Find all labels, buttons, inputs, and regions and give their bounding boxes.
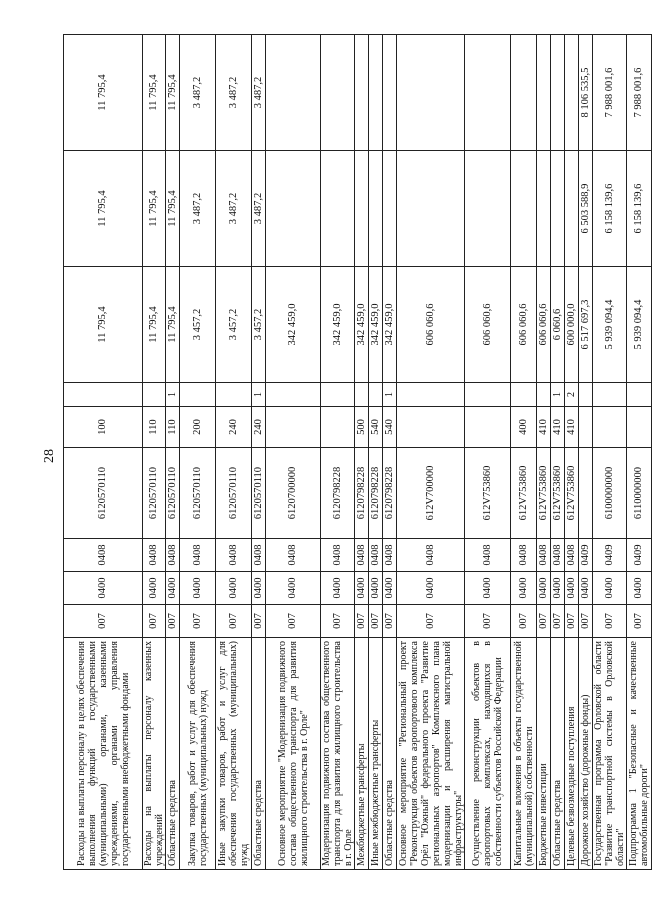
expense-type-code: 400: [511, 407, 537, 448]
expense-type-code: 110: [166, 407, 180, 448]
amount-year-1: 11 795,4: [64, 267, 143, 383]
glava-code: 007: [216, 605, 252, 638]
razdel-code: 0400: [627, 572, 652, 605]
amount-year-1: 3 457,2: [180, 267, 216, 383]
table-row: [216, 35, 252, 870]
amount-year-1: 342 459,0: [369, 267, 383, 383]
amount-year-2: 3 487,2: [252, 151, 266, 267]
amount-year-3: [383, 35, 397, 151]
razdel-code: 0400: [383, 572, 397, 605]
razdel-code: 0400: [369, 572, 383, 605]
expense-type-code: 240: [252, 407, 266, 448]
glava-code: 007: [537, 605, 551, 638]
amount-year-3: 3 487,2: [252, 35, 266, 151]
target-article-code: 6120798228: [369, 448, 383, 539]
row-name: Закупка товаров, работ и услуг для обеспечения государственных (муниципальных) нужд: [180, 638, 216, 870]
funding-source-code: 1: [166, 383, 180, 407]
row-name: Модернизация подвижного состава общественного транспорта для развития жилищного строительства в г. Орле: [321, 638, 355, 870]
glava-code: 007: [627, 605, 652, 638]
amount-year-3: [565, 35, 579, 151]
expense-type-code: [579, 407, 593, 448]
target-article-code: 6120570110: [166, 448, 180, 539]
razdel-code: 0400: [565, 572, 579, 605]
table-row: [465, 35, 511, 870]
row-name: Основное мероприятие "Модернизация подвижного состава общественного транспорта для развития жилищного строительства в г. Орле": [266, 638, 321, 870]
razdel-code: 0400: [465, 572, 511, 605]
podrazdel-code: 0408: [369, 539, 383, 572]
amount-year-1: 342 459,0: [321, 267, 355, 383]
expense-type-code: 540: [383, 407, 397, 448]
amount-year-2: 6 158 139,6: [593, 151, 627, 267]
target-article-code: 612V753860: [565, 448, 579, 539]
amount-year-3: 8 106 535,5: [579, 35, 593, 151]
expense-type-code: [266, 407, 321, 448]
podrazdel-code: 0408: [143, 539, 166, 572]
budget-table-body: [64, 35, 652, 870]
funding-source-code: [627, 383, 652, 407]
target-article-code: 612V753860: [551, 448, 565, 539]
funding-source-code: [321, 383, 355, 407]
podrazdel-code: 0409: [627, 539, 652, 572]
target-article-code: 6120798228: [321, 448, 355, 539]
table-row: [593, 35, 627, 870]
podrazdel-code: 0408: [252, 539, 266, 572]
amount-year-2: 11 795,4: [143, 151, 166, 267]
target-article-code: 6120570110: [252, 448, 266, 539]
table-row: [383, 35, 397, 870]
funding-source-code: [180, 383, 216, 407]
row-name: Областные средства: [551, 638, 565, 870]
podrazdel-code: 0408: [465, 539, 511, 572]
expense-type-code: [593, 407, 627, 448]
razdel-code: 0400: [180, 572, 216, 605]
table-row: [579, 35, 593, 870]
podrazdel-code: 0408: [266, 539, 321, 572]
razdel-code: 0400: [64, 572, 143, 605]
row-name: Осуществление реконструкции объектов в аэропортовых комплексах, находящихся в собственности субъектов Российской Федерации: [465, 638, 511, 870]
amount-year-2: 11 795,4: [166, 151, 180, 267]
row-name: Областные средства: [252, 638, 266, 870]
table-row: [321, 35, 355, 870]
razdel-code: 0400: [321, 572, 355, 605]
glava-code: 007: [383, 605, 397, 638]
table-row: [355, 35, 369, 870]
table-row: [252, 35, 266, 870]
funding-source-code: [465, 383, 511, 407]
amount-year-1: 606 060,6: [397, 267, 465, 383]
podrazdel-code: 0408: [180, 539, 216, 572]
amount-year-1: 3 457,2: [252, 267, 266, 383]
podrazdel-code: 0408: [216, 539, 252, 572]
amount-year-2: 11 795,4: [64, 151, 143, 267]
razdel-code: 0400: [166, 572, 180, 605]
amount-year-1: 342 459,0: [266, 267, 321, 383]
expense-type-code: 110: [143, 407, 166, 448]
glava-code: 007: [397, 605, 465, 638]
table-row: [551, 35, 565, 870]
amount-year-3: 11 795,4: [143, 35, 166, 151]
razdel-code: 0400: [216, 572, 252, 605]
amount-year-2: [551, 151, 565, 267]
funding-source-code: [216, 383, 252, 407]
amount-year-1: 11 795,4: [166, 267, 180, 383]
amount-year-2: [321, 151, 355, 267]
row-name: Расходы на выплаты персоналу казенных учреждений: [143, 638, 166, 870]
amount-year-1: 5 939 094,4: [593, 267, 627, 383]
row-name: Иные межбюджетные трансферты: [369, 638, 383, 870]
funding-source-code: [143, 383, 166, 407]
row-name: Основное мероприятие "Региональный проект "Реконструкция объектов аэропортового комплекса Орёл "Южный" федерального проекта "Развитие региональных аэропортов" Комплексного плана модернизации и расширения магистральной инфраструктуры": [397, 638, 465, 870]
funding-source-code: [266, 383, 321, 407]
glava-code: 007: [565, 605, 579, 638]
podrazdel-code: 0408: [565, 539, 579, 572]
target-article-code: 612V753860: [511, 448, 537, 539]
amount-year-1: 3 457,2: [216, 267, 252, 383]
expense-type-code: 240: [216, 407, 252, 448]
glava-code: 007: [143, 605, 166, 638]
target-article-code: [579, 448, 593, 539]
row-name: Областные средства: [166, 638, 180, 870]
funding-source-code: 1: [551, 383, 565, 407]
table-row: [537, 35, 551, 870]
funding-source-code: [579, 383, 593, 407]
glava-code: 007: [252, 605, 266, 638]
amount-year-2: 3 487,2: [180, 151, 216, 267]
funding-source-code: 2: [565, 383, 579, 407]
table-row: [565, 35, 579, 870]
razdel-code: 0400: [355, 572, 369, 605]
row-name: Иные закупки товаров, работ и услуг для обеспечения государственных (муниципальных) нужд: [216, 638, 252, 870]
table-row: [64, 35, 143, 870]
razdel-code: 0400: [537, 572, 551, 605]
amount-year-3: 3 487,2: [216, 35, 252, 151]
podrazdel-code: 0409: [579, 539, 593, 572]
amount-year-2: [369, 151, 383, 267]
glava-code: 007: [465, 605, 511, 638]
expense-type-code: 410: [537, 407, 551, 448]
budget-table: [63, 34, 652, 870]
razdel-code: 0400: [397, 572, 465, 605]
table-row: [166, 35, 180, 870]
podrazdel-code: 0408: [383, 539, 397, 572]
razdel-code: 0400: [511, 572, 537, 605]
funding-source-code: [369, 383, 383, 407]
row-name: Государственная программа Орловской области "Развитие транспортной системы в Орловской области": [593, 638, 627, 870]
amount-year-2: [355, 151, 369, 267]
row-name: Бюджетные инвестиции: [537, 638, 551, 870]
glava-code: 007: [551, 605, 565, 638]
amount-year-2: [383, 151, 397, 267]
amount-year-2: 6 158 139,6: [627, 151, 652, 267]
target-article-code: 6120798228: [355, 448, 369, 539]
podrazdel-code: 0408: [511, 539, 537, 572]
glava-code: 007: [166, 605, 180, 638]
amount-year-3: 7 988 001,6: [627, 35, 652, 151]
razdel-code: 0400: [143, 572, 166, 605]
glava-code: 007: [266, 605, 321, 638]
glava-code: 007: [355, 605, 369, 638]
amount-year-1: 11 795,4: [143, 267, 166, 383]
expense-type-code: [397, 407, 465, 448]
row-name: Межбюджетные трансферты: [355, 638, 369, 870]
amount-year-1: 600 000,0: [565, 267, 579, 383]
table-row: [511, 35, 537, 870]
target-article-code: 612V753860: [465, 448, 511, 539]
glava-code: 007: [321, 605, 355, 638]
rotated-page-content: [63, 35, 650, 870]
glava-code: 007: [180, 605, 216, 638]
amount-year-2: [465, 151, 511, 267]
funding-source-code: [511, 383, 537, 407]
podrazdel-code: 0408: [537, 539, 551, 572]
table-row: [397, 35, 465, 870]
amount-year-3: [321, 35, 355, 151]
row-name: Расходы на выплаты персоналу в целях обеспечения выполнения функций государственными (муниципальными) органами, казенными учреждениями, органами управления государственными внебюджетными фондами: [64, 638, 143, 870]
expense-type-code: 410: [565, 407, 579, 448]
razdel-code: 0400: [551, 572, 565, 605]
funding-source-code: 1: [252, 383, 266, 407]
amount-year-3: [369, 35, 383, 151]
amount-year-1: 6 060,6: [551, 267, 565, 383]
amount-year-3: [266, 35, 321, 151]
razdel-code: 0400: [579, 572, 593, 605]
amount-year-3: [537, 35, 551, 151]
expense-type-code: 200: [180, 407, 216, 448]
funding-source-code: [397, 383, 465, 407]
razdel-code: 0400: [252, 572, 266, 605]
table-row: [266, 35, 321, 870]
podrazdel-code: 0408: [551, 539, 565, 572]
expense-type-code: 100: [64, 407, 143, 448]
expense-type-code: [321, 407, 355, 448]
row-name: Капитальные вложения в объекты государственной (муниципальной) собственности: [511, 638, 537, 870]
target-article-code: 6120798228: [383, 448, 397, 539]
amount-year-1: 6 517 697,3: [579, 267, 593, 383]
amount-year-2: [537, 151, 551, 267]
target-article-code: 6100000000: [593, 448, 627, 539]
funding-source-code: 1: [383, 383, 397, 407]
target-article-code: 6120570110: [64, 448, 143, 539]
table-row: [143, 35, 166, 870]
razdel-code: 0400: [593, 572, 627, 605]
funding-source-code: [593, 383, 627, 407]
amount-year-2: [565, 151, 579, 267]
podrazdel-code: 0409: [593, 539, 627, 572]
table-row: [180, 35, 216, 870]
table-row: [369, 35, 383, 870]
razdel-code: 0400: [266, 572, 321, 605]
expense-type-code: 410: [551, 407, 565, 448]
row-name: Целевые безвозмездные поступления: [565, 638, 579, 870]
funding-source-code: [537, 383, 551, 407]
amount-year-2: 3 487,2: [216, 151, 252, 267]
target-article-code: 6120700000: [266, 448, 321, 539]
amount-year-1: 5 939 094,4: [627, 267, 652, 383]
amount-year-3: 3 487,2: [180, 35, 216, 151]
amount-year-1: 606 060,6: [511, 267, 537, 383]
funding-source-code: [355, 383, 369, 407]
amount-year-2: [511, 151, 537, 267]
amount-year-3: [511, 35, 537, 151]
amount-year-3: [397, 35, 465, 151]
row-name: Подпрограмма 1 "Безопасные и качественные автомобильные дороги": [627, 638, 652, 870]
row-name: Областные средства: [383, 638, 397, 870]
amount-year-1: 342 459,0: [383, 267, 397, 383]
podrazdel-code: 0408: [166, 539, 180, 572]
glava-code: 007: [593, 605, 627, 638]
expense-type-code: 500: [355, 407, 369, 448]
target-article-code: 612V753860: [537, 448, 551, 539]
target-article-code: 6110000000: [627, 448, 652, 539]
target-article-code: 6120570110: [216, 448, 252, 539]
row-name: Дорожное хозяйство (дорожные фонды): [579, 638, 593, 870]
expense-type-code: 540: [369, 407, 383, 448]
podrazdel-code: 0408: [64, 539, 143, 572]
podrazdel-code: 0408: [321, 539, 355, 572]
amount-year-2: [397, 151, 465, 267]
glava-code: 007: [369, 605, 383, 638]
amount-year-2: [266, 151, 321, 267]
page-number: 28: [42, 449, 57, 463]
podrazdel-code: 0408: [397, 539, 465, 572]
amount-year-3: [355, 35, 369, 151]
amount-year-3: 7 988 001,6: [593, 35, 627, 151]
target-article-code: 6120570110: [143, 448, 166, 539]
amount-year-1: 606 060,6: [465, 267, 511, 383]
glava-code: 007: [64, 605, 143, 638]
glava-code: 007: [511, 605, 537, 638]
amount-year-1: 606 060,6: [537, 267, 551, 383]
funding-source-code: [64, 383, 143, 407]
target-article-code: 612V700000: [397, 448, 465, 539]
expense-type-code: [627, 407, 652, 448]
expense-type-code: [465, 407, 511, 448]
amount-year-2: 6 503 588,9: [579, 151, 593, 267]
amount-year-3: 11 795,4: [166, 35, 180, 151]
table-row: [627, 35, 652, 870]
glava-code: 007: [579, 605, 593, 638]
amount-year-3: [465, 35, 511, 151]
amount-year-1: 342 459,0: [355, 267, 369, 383]
podrazdel-code: 0408: [355, 539, 369, 572]
target-article-code: 6120570110: [180, 448, 216, 539]
amount-year-3: [551, 35, 565, 151]
amount-year-3: 11 795,4: [64, 35, 143, 151]
